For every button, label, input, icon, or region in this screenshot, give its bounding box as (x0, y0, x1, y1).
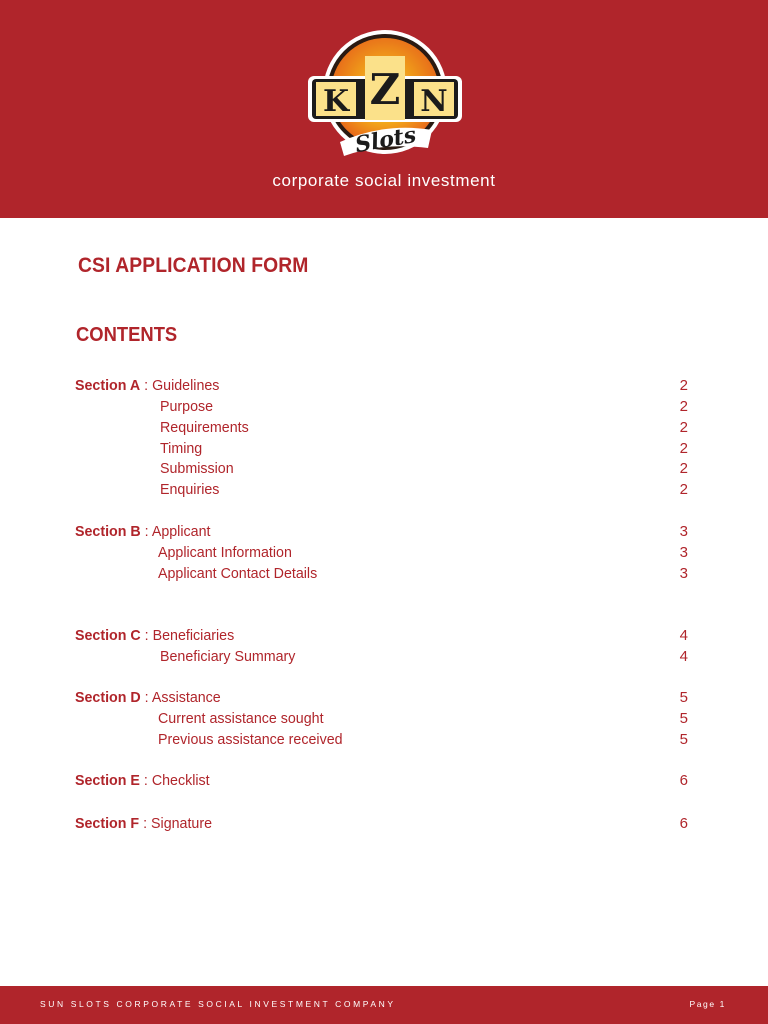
svg-text:Z: Z (369, 65, 401, 114)
toc-row (0, 543, 768, 563)
footer-company: SUN SLOTS CORPORATE SOCIAL INVESTMENT COMPANY (40, 999, 396, 1009)
toc-label: Guidelines (152, 377, 220, 394)
toc-label: Signature (151, 815, 213, 832)
toc-page: 2 (679, 377, 688, 394)
toc-label: Submission (160, 460, 234, 477)
toc-row (0, 439, 768, 459)
toc-page: 2 (679, 460, 688, 477)
toc-row (0, 647, 768, 667)
toc-row: Section B : Applicant 3 (75, 523, 688, 540)
toc-row (0, 397, 768, 417)
toc-section: Section B (75, 523, 141, 540)
toc-row (0, 418, 768, 438)
toc-section: Section C (75, 627, 141, 644)
svg-text:K: K (322, 84, 350, 119)
toc-row: Section F : Signature 6 (75, 815, 688, 832)
toc-label: Checklist (151, 772, 210, 789)
toc-label: Assistance (151, 689, 221, 706)
toc-page: 2 (679, 398, 688, 415)
toc-section: Section E (75, 772, 140, 789)
toc-label: Enquiries (160, 481, 220, 498)
svg-text:Slots: Slots (353, 121, 419, 159)
toc-page: 6 (679, 772, 688, 789)
toc-page: 2 (679, 419, 688, 436)
toc-label: Timing (160, 440, 203, 457)
toc-row: Section E : Checklist 6 (75, 772, 688, 789)
toc-section: Section A (75, 377, 141, 394)
toc-page: 3 (679, 544, 688, 561)
toc-page: 3 (679, 523, 688, 540)
contents-title: CONTENTS (76, 324, 178, 346)
toc-label: Applicant Information (158, 544, 292, 561)
toc-row (0, 459, 768, 479)
toc-label: Requirements (160, 419, 249, 436)
toc-row: Section D : Assistance 5 (75, 689, 688, 706)
footer-page-number: Page 1 (689, 999, 726, 1009)
toc-page: 4 (679, 627, 688, 644)
toc-label: Beneficiary Summary (160, 648, 296, 665)
toc-page: 2 (679, 440, 688, 457)
toc-row: Section C : Beneficiaries 4 (75, 627, 688, 644)
toc-section: Section D (75, 689, 141, 706)
toc-row (0, 564, 768, 584)
toc-label: Current assistance sought (158, 710, 324, 727)
toc-label: Previous assistance received (158, 731, 343, 748)
footer-bar (0, 986, 768, 1024)
toc-row: Section A : Guidelines 2 (75, 377, 688, 394)
toc-label: Purpose (160, 398, 214, 415)
toc-row (0, 480, 768, 500)
toc-page: 3 (679, 565, 688, 582)
toc-row (0, 730, 768, 750)
toc-page: 5 (679, 710, 688, 727)
toc-page: 6 (679, 815, 688, 832)
toc-section: Section F (75, 815, 140, 832)
toc-page: 4 (679, 648, 688, 665)
toc-page: 5 (679, 689, 688, 706)
toc-page: 5 (679, 731, 688, 748)
toc-label: Applicant Contact Details (158, 565, 318, 582)
toc-label: Applicant (151, 523, 211, 540)
toc-page: 2 (679, 481, 688, 498)
svg-text:N: N (420, 84, 448, 119)
toc-row (0, 709, 768, 729)
form-title: CSI APPLICATION FORM (78, 254, 309, 277)
toc-label: Beneficiaries (152, 627, 235, 644)
tagline: corporate social investment (272, 171, 496, 190)
